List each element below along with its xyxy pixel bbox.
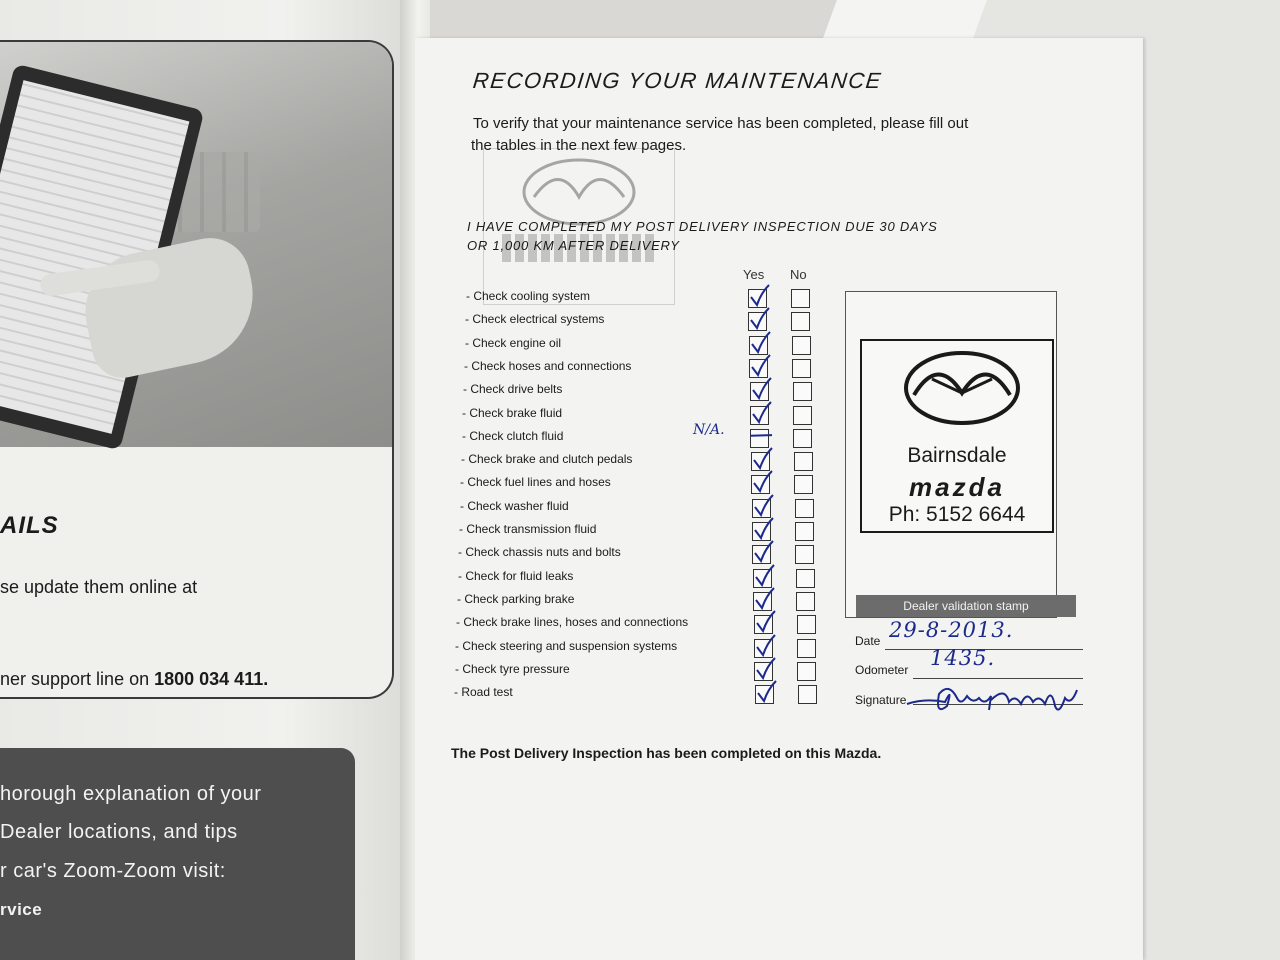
checklist-item-label: - Check hoses and connections — [464, 358, 632, 373]
right-page — [415, 38, 1143, 960]
faint-mazda-logo — [519, 157, 639, 227]
no-checkbox[interactable] — [794, 452, 813, 471]
date-label: Date — [855, 634, 881, 648]
no-checkbox[interactable] — [797, 615, 816, 634]
page-title: RECORDING YOUR MAINTENANCE — [471, 68, 884, 93]
promo-line-4: rvice — [0, 900, 43, 919]
checklist-row — [415, 336, 835, 356]
checklist-item-label: - Check cooling system — [466, 289, 591, 303]
checklist-item-label: - Check drive belts — [463, 382, 563, 397]
no-checkbox[interactable] — [792, 359, 811, 378]
check-mark-icon — [750, 400, 772, 426]
tablet-photo — [0, 42, 392, 447]
dealer-validation-box — [845, 291, 1057, 618]
no-checkbox[interactable] — [793, 406, 812, 425]
checklist-row — [415, 382, 835, 402]
support-number: 1800 034 411. — [154, 669, 269, 689]
completion-note: The Post Delivery Inspection has been completed on this Mazda. — [451, 745, 882, 761]
check-mark-icon — [749, 353, 771, 379]
check-mark-icon — [755, 679, 777, 705]
left-page — [0, 0, 405, 960]
section-subheading-1: I HAVE COMPLETED MY POST DELIVERY INSPECTION DUE 30 DAYS — [467, 219, 938, 234]
dealer-stamp — [860, 339, 1054, 533]
checklist-item-label: - Check electrical systems — [465, 312, 605, 327]
checklist-row — [415, 312, 835, 332]
no-checkbox[interactable] — [792, 336, 811, 355]
check-mark-icon — [752, 516, 774, 542]
intro-text-line-2: the tables in the next few pages. — [471, 137, 687, 154]
update-online-text: se update them online at — [0, 577, 198, 597]
signature-label: Signature — [855, 693, 907, 707]
support-line-text — [0, 669, 268, 690]
section-subheading-2: OR 1,000 KM AFTER DELIVERY — [467, 238, 680, 253]
no-checkbox[interactable] — [791, 289, 810, 308]
dealer-phone: Ph: 5152 6644 — [888, 503, 1026, 526]
no-checkbox[interactable] — [797, 639, 816, 658]
odometer-label: Odometer — [855, 663, 909, 677]
no-checkbox[interactable] — [791, 312, 810, 331]
info-panel — [0, 40, 394, 699]
promo-line-1: horough explanation of your — [0, 783, 262, 805]
odometer-value[interactable]: 1435. — [930, 646, 996, 670]
no-checkbox[interactable] — [795, 499, 814, 518]
no-checkbox[interactable] — [795, 522, 814, 541]
no-checkbox[interactable] — [798, 685, 817, 704]
check-mark-icon — [749, 330, 771, 356]
checklist-item-label: - Check fuel lines and hoses — [460, 475, 611, 490]
brand-wordmark: mazda — [909, 472, 1005, 502]
date-value[interactable]: 29-8-2013. — [889, 618, 1014, 642]
checklist-item-label: - Check brake lines, hoses and connections — [456, 615, 689, 630]
no-checkbox[interactable] — [793, 382, 812, 401]
check-mark-icon — [754, 609, 776, 635]
checklist-item-label: - Check brake and clutch pedals — [461, 452, 633, 467]
no-checkbox[interactable] — [795, 545, 814, 564]
checklist-row — [415, 359, 835, 379]
checklist-item-label: - Check engine oil — [465, 335, 562, 350]
checklist-item-label: - Check steering and suspension systems — [455, 638, 678, 653]
checklist-item-label: - Road test — [454, 685, 513, 700]
check-mark-icon — [751, 469, 773, 495]
intro-text-line-1: To verify that your maintenance service has been completed, please fill out — [473, 115, 969, 132]
handwritten-signature[interactable] — [905, 676, 1095, 718]
check-mark-icon — [748, 283, 770, 309]
checklist-item-label: - Check parking brake — [457, 591, 575, 606]
check-mark-icon — [753, 563, 775, 589]
support-text: ner support line on — [0, 669, 155, 689]
paper-corner — [823, 0, 987, 38]
checklist-item-label: - Check chassis nuts and bolts — [458, 545, 621, 560]
no-checkbox[interactable] — [796, 592, 815, 611]
check-mark-icon — [752, 493, 774, 519]
check-mark-icon — [751, 446, 773, 472]
handwritten-na-note: N/A. — [693, 422, 725, 438]
no-checkbox[interactable] — [793, 429, 812, 448]
promo-line-2: Dealer locations, and tips — [0, 821, 238, 843]
details-heading: AILS — [0, 512, 59, 539]
column-header-yes: Yes — [743, 267, 765, 282]
checklist-item-label: - Check clutch fluid — [462, 428, 564, 443]
checklist-item-label: - Check transmission fluid — [459, 522, 597, 536]
check-mark-icon — [750, 376, 772, 402]
column-header-no: No — [790, 267, 807, 282]
promo-box — [0, 748, 355, 960]
checklist-row — [415, 685, 835, 705]
validation-stamp-label: Dealer validation stamp — [856, 595, 1076, 617]
check-mark-icon — [752, 539, 774, 565]
checklist-item-label: - Check tyre pressure — [455, 661, 570, 676]
check-mark-icon — [748, 306, 770, 332]
no-checkbox[interactable] — [794, 475, 813, 494]
promo-line-3: r car's Zoom-Zoom visit: — [0, 860, 226, 882]
mazda-logo-icon — [902, 349, 1022, 427]
no-checkbox[interactable] — [796, 569, 815, 588]
checklist-item-label: - Check washer fluid — [460, 498, 569, 513]
dealer-name: Bairnsdale — [907, 444, 1007, 467]
check-mark-icon — [753, 586, 775, 612]
check-mark-icon — [754, 633, 776, 659]
checklist-item-label: - Check brake fluid — [462, 405, 563, 420]
check-mark-icon — [754, 656, 776, 682]
dash-mark-icon — [750, 423, 772, 449]
checklist-item-label: - Check for fluid leaks — [458, 568, 574, 583]
no-checkbox[interactable] — [797, 662, 816, 681]
checklist-row — [415, 406, 835, 426]
checklist-row — [415, 289, 835, 309]
